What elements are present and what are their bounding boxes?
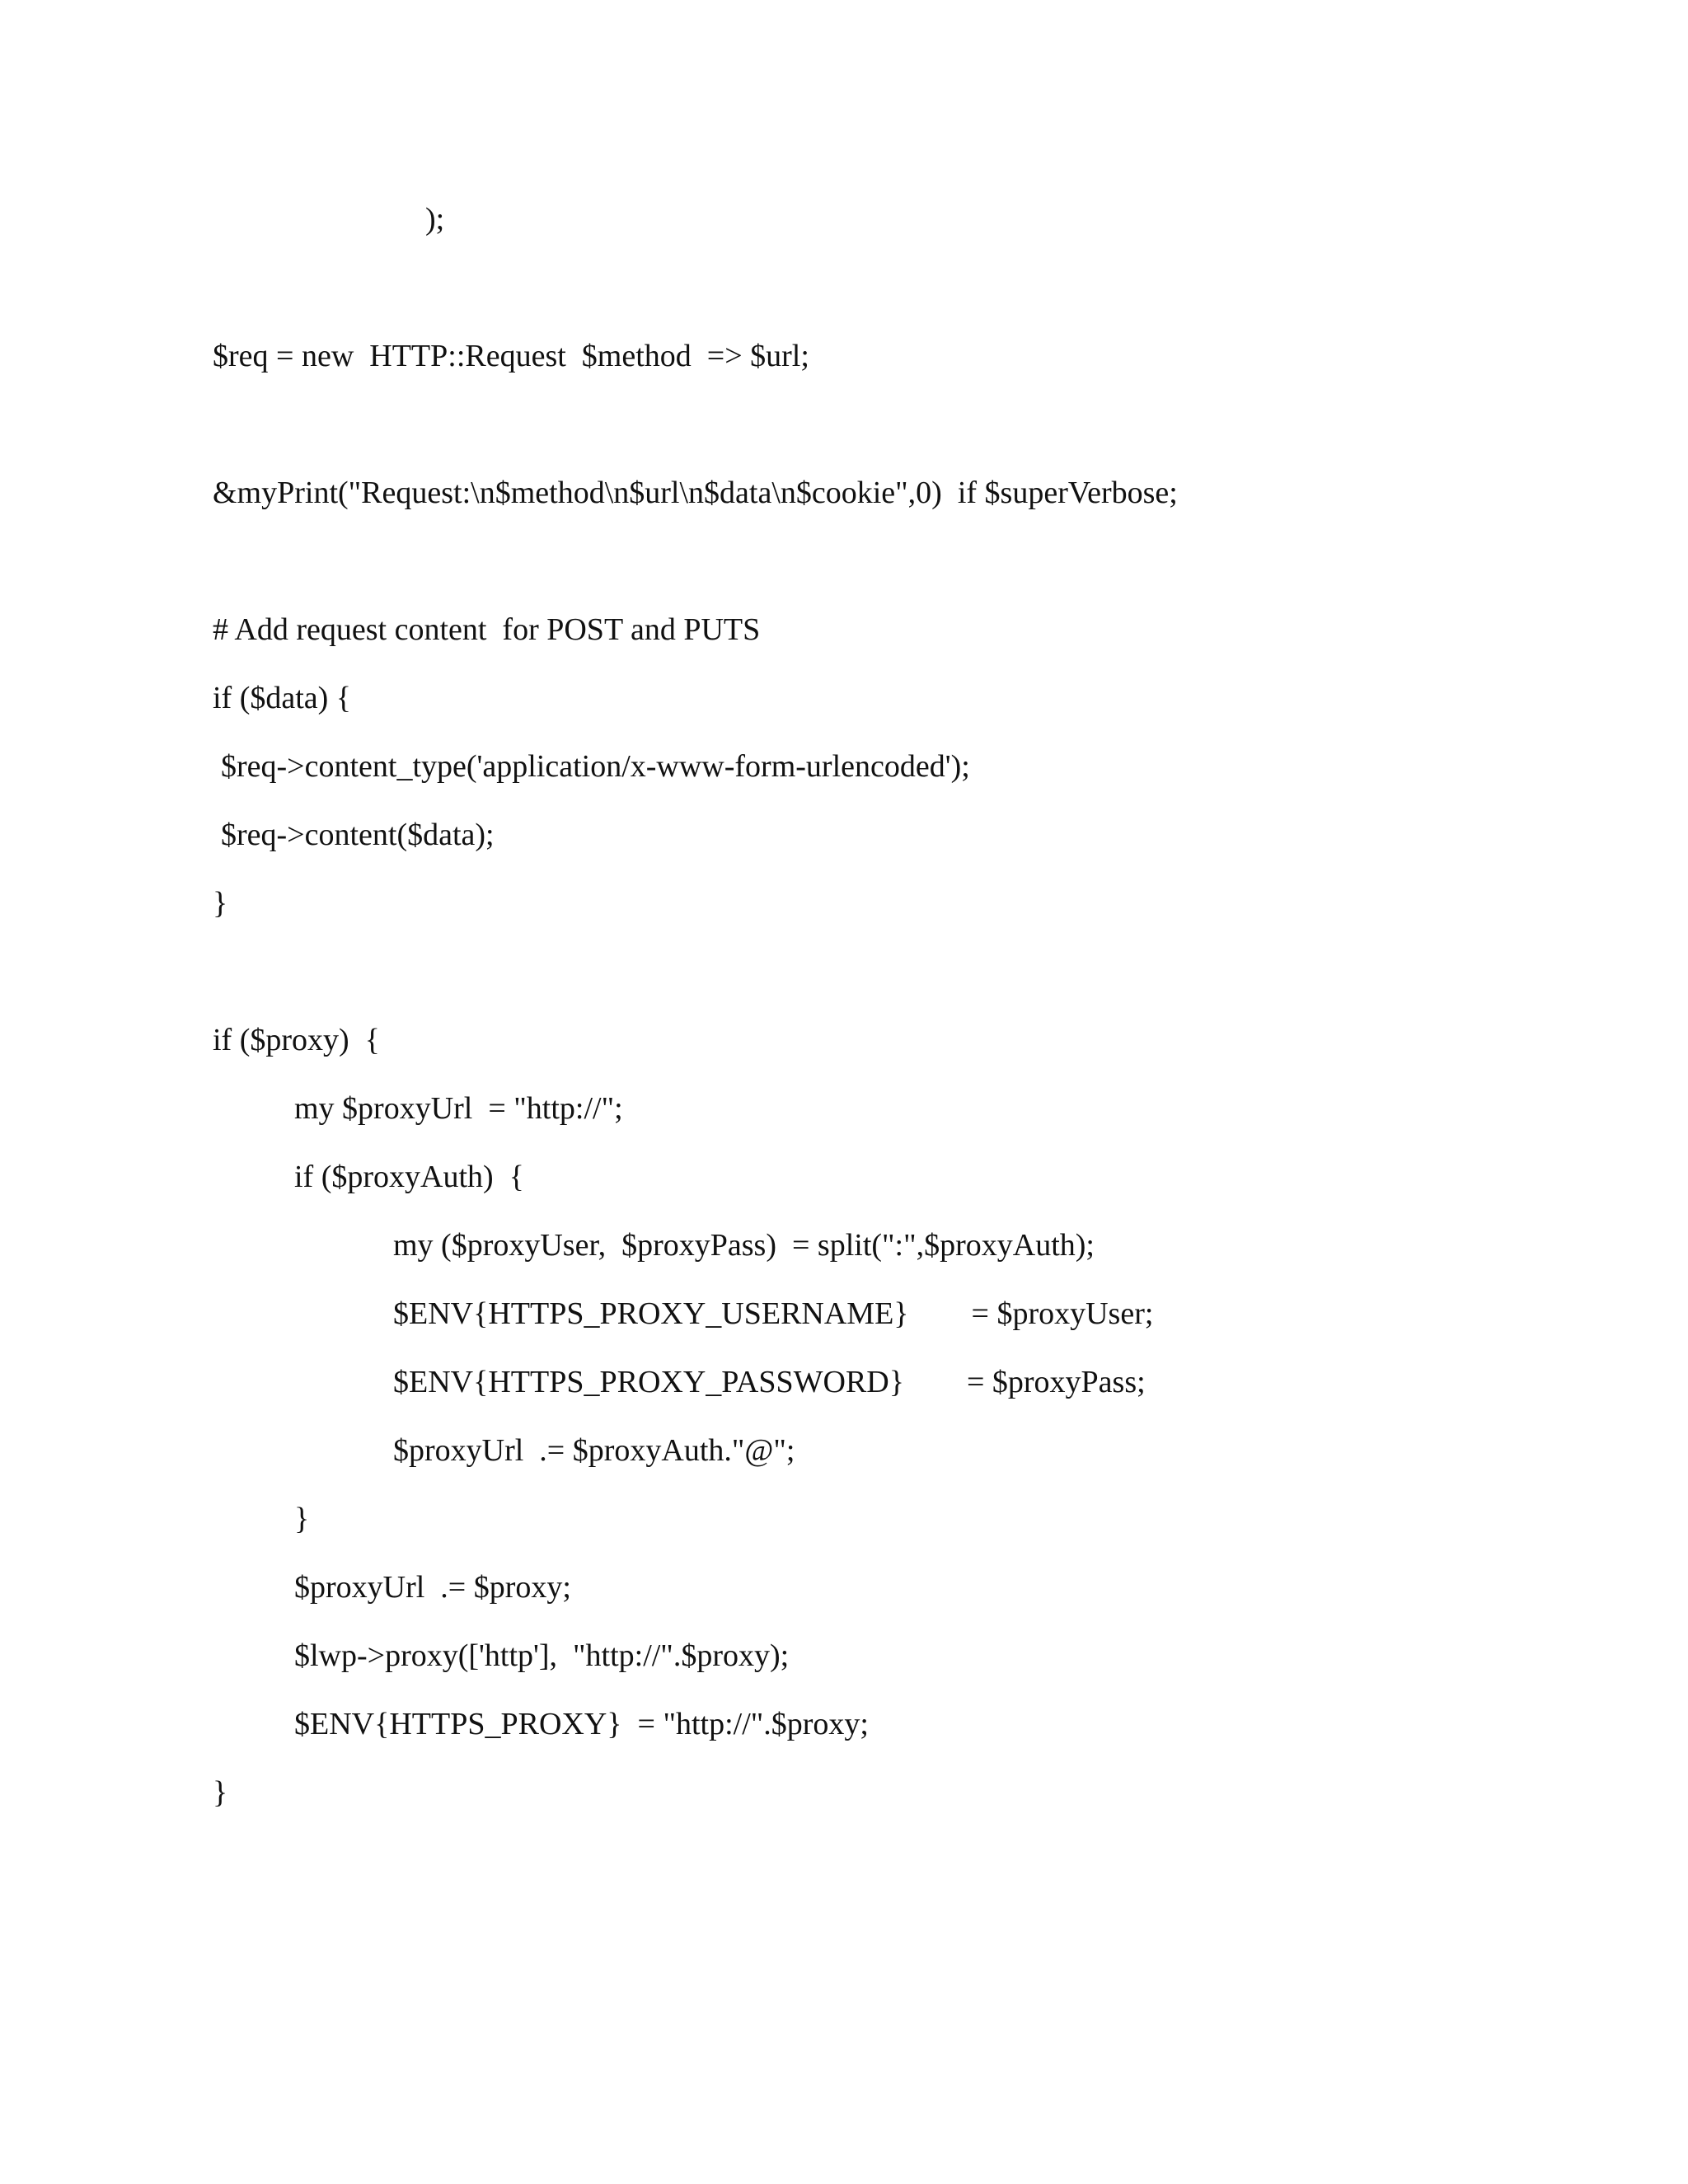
code-line: $req = new HTTP::Request $method => $url; — [213, 339, 809, 373]
code-line: &myPrint("Request:\n$method\n$url\n$data\n$cookie",0) if $superVerbose; — [213, 476, 1178, 510]
code-line: my $proxyUrl = "http://"; — [294, 1091, 623, 1126]
code-line: $proxyUrl .= $proxyAuth."@"; — [393, 1433, 795, 1468]
code-line: if ($data) { — [213, 681, 352, 715]
code-line: $ENV{HTTPS_PROXY_USERNAME} = $proxyUser; — [393, 1296, 1154, 1331]
code-line: $lwp->proxy(['http'], "http://".$proxy); — [294, 1638, 790, 1673]
code-line: if ($proxy) { — [213, 1023, 380, 1057]
code-line: my ($proxyUser, $proxyPass) = split(":",$proxyAuth); — [393, 1228, 1095, 1263]
code-line: if ($proxyAuth) { — [294, 1160, 524, 1194]
code-line: $req->content($data); — [221, 818, 495, 852]
code-line: $ENV{HTTPS_PROXY} = "http://".$proxy; — [294, 1707, 869, 1741]
code-comment: # Add request content for POST and PUTS — [213, 612, 761, 647]
code-line: $proxyUrl .= $proxy; — [294, 1570, 571, 1605]
code-line: } — [213, 1775, 228, 1810]
code-line: } — [294, 1502, 310, 1536]
code-line: $ENV{HTTPS_PROXY_PASSWORD} = $proxyPass; — [393, 1365, 1146, 1399]
code-line: } — [213, 886, 228, 921]
code-line: $req->content_type('application/x-www-form-urlencoded'); — [221, 749, 970, 784]
code-line: ); — [425, 202, 445, 237]
